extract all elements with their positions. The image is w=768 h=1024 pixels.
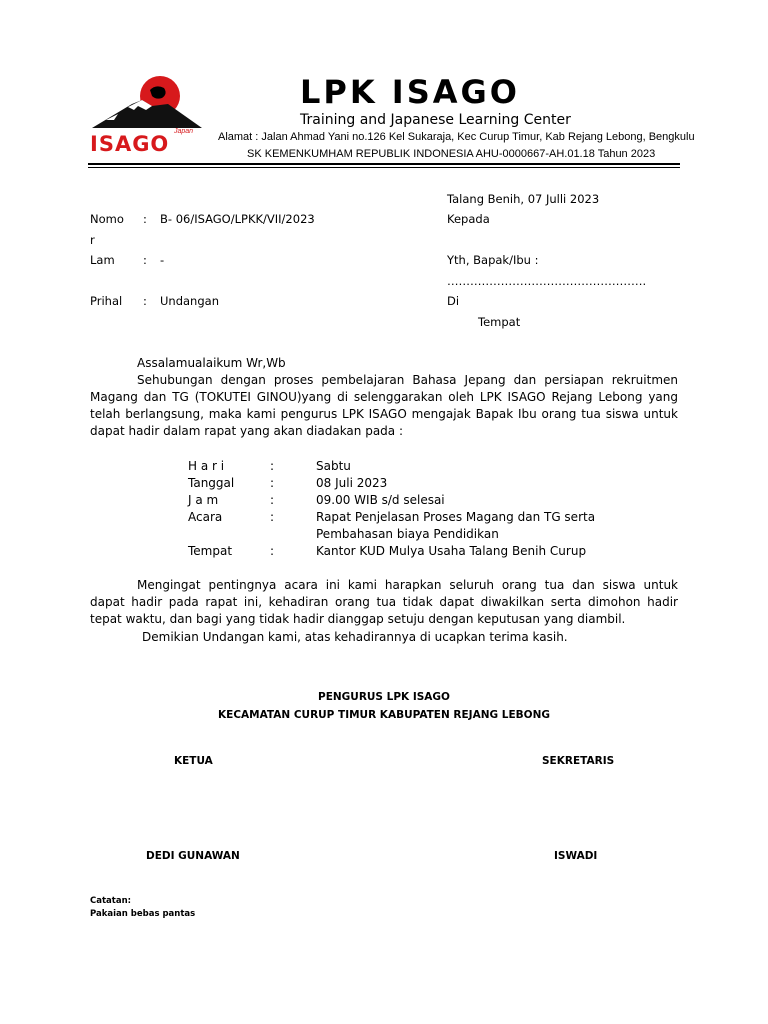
closing-sentence: Demikian Undangan kami, atas kehadirannya di ucapkan terima kasih. (142, 630, 568, 644)
signature-left-name: DEDI GUNAWAN (146, 850, 240, 862)
agenda-label: Tempat (188, 544, 233, 558)
place-date: Talang Benih, 07 Julli 2023 (447, 192, 600, 206)
agenda-colon: : (270, 544, 275, 558)
logo-small-text: Japan (174, 128, 194, 135)
org-registration: SK KEMENKUMHAM REPUBLIK INDONESIA AHU-0000667-AH.01.18 Tahun 2023 (247, 148, 656, 160)
prihal-value: Undangan (160, 294, 219, 308)
recipient-yth: Yth, Bapak/Ibu : (447, 253, 539, 267)
note-text: Pakaian bebas pantas (90, 909, 196, 919)
isago-logo (88, 70, 206, 156)
header-divider (88, 163, 680, 165)
agenda-colon: : (270, 459, 275, 473)
kepada-label: Kepada (447, 212, 490, 226)
nomor-label: Nomo (90, 212, 124, 226)
lam-colon: : (143, 253, 147, 267)
signature-org-line2: KECAMATAN CURUP TIMUR KABUPATEN REJANG LEBONG (218, 709, 550, 721)
nomor-value: B- 06/ISAGO/LPKK/VII/2023 (160, 212, 315, 226)
paragraph-line: tepat waktu, dan bagi yang tidak hadir dianggap setuju dengan keputusan yang diambil. (90, 612, 626, 626)
paragraph-line: Sehubungan dengan proses pembelajaran Bahasa Jepang dan persiapan rekruitmen (137, 373, 678, 387)
paragraph-line: telah berlangsung, maka kami pengurus LPK ISAGO mengajak Bapak Ibu orang tua siswa untuk (90, 407, 678, 421)
signature-right-title: SEKRETARIS (542, 755, 615, 767)
agenda-label: J a m (188, 493, 219, 507)
agenda-value: 09.00 WIB s/d selesai (316, 493, 445, 507)
org-address: Alamat : Jalan Ahmad Yani no.126 Kel Sukaraja, Kec Curup Timur, Kab Rejang Lebong, Bengkulu (218, 131, 695, 143)
org-subtitle: Training and Japanese Learning Center (300, 112, 571, 128)
agenda-colon: : (270, 493, 275, 507)
paragraph-line: dapat hadir pada rapat ini, kehadiran orang tua tidak dapat diwakilkan serta dimohon hadir (90, 595, 678, 609)
agenda-label: Tanggal (188, 476, 235, 490)
lam-label: Lam (90, 253, 115, 267)
header-divider-thin (88, 167, 680, 168)
org-title: LPK ISAGO (300, 73, 520, 111)
greeting: Assalamualaikum Wr,Wb (137, 356, 286, 370)
paragraph-intro (90, 372, 678, 440)
nomor-colon: : (143, 212, 147, 226)
logo-text: ISAGO (90, 132, 170, 156)
recipient-dots: ……………………………………………. (447, 274, 647, 288)
signature-org-line1: PENGURUS LPK ISAGO (318, 691, 450, 703)
agenda-value: 08 Juli 2023 (316, 476, 388, 490)
agenda-value: Sabtu (316, 459, 351, 473)
agenda-value: Rapat Penjelasan Proses Magang dan TG serta (316, 510, 596, 524)
signature-left-title: KETUA (174, 755, 213, 767)
agenda-label: H a r i (188, 459, 225, 473)
lam-value: - (160, 253, 165, 267)
paragraph-line: Magang dan TG (TOKUTEI GINOU)yang di selenggarakan oleh LPK ISAGO Rejang Lebong yang (90, 390, 678, 404)
signature-right-name: ISWADI (554, 850, 598, 862)
paragraph-line: Mengingat pentingnya acara ini kami harapkan seluruh orang tua dan siswa untuk (137, 578, 678, 592)
prihal-label: Prihal (90, 294, 123, 308)
paragraph-reminder (90, 577, 678, 628)
agenda-value: Kantor KUD Mulya Usaha Talang Benih Curup (316, 544, 587, 558)
agenda-label: Acara (188, 510, 223, 524)
paragraph-line: dapat hadir dalam rapat yang akan diadakan pada : (90, 424, 404, 438)
note-label: Catatan: (90, 896, 132, 906)
nomor-label-wrap: r (90, 233, 95, 247)
agenda-colon: : (270, 476, 275, 490)
tempat-label: Tempat (478, 315, 521, 329)
agenda-value: Pembahasan biaya Pendidikan (316, 527, 499, 541)
agenda-colon: : (270, 510, 275, 524)
prihal-colon: : (143, 294, 147, 308)
di-label: Di (447, 294, 460, 308)
